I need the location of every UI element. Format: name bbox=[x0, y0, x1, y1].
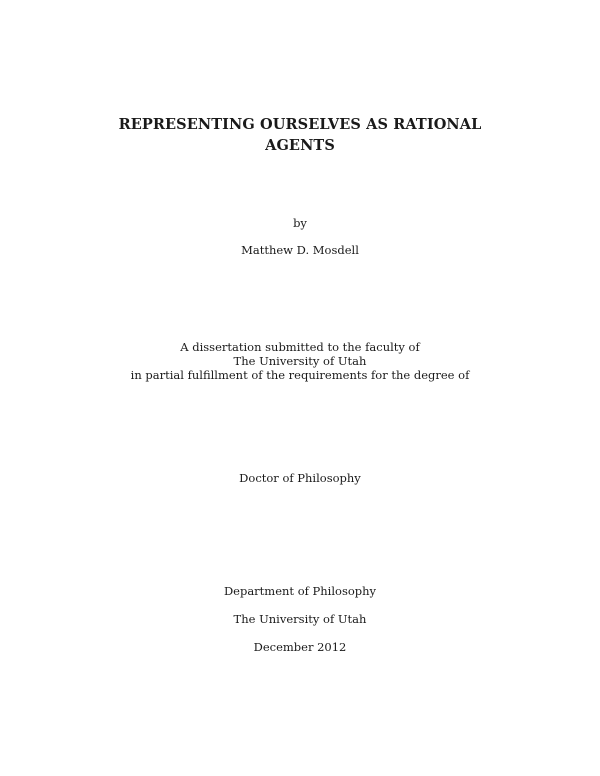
submission-line-3: in partial fulfillment of the requirements for the degree of bbox=[130, 368, 470, 382]
submission-date: December 2012 bbox=[253, 640, 347, 654]
submission-line-1: A dissertation submitted to the faculty of bbox=[180, 340, 420, 354]
author-name: Matthew D. Mosdell bbox=[241, 243, 359, 257]
degree-name: Doctor of Philosophy bbox=[239, 471, 361, 485]
title-line-1: REPRESENTING OURSELVES AS RATIONAL bbox=[118, 116, 482, 133]
university-name: The University of Utah bbox=[233, 612, 367, 626]
title-line-2: AGENTS bbox=[265, 137, 335, 154]
submission-line-2: The University of Utah bbox=[233, 354, 367, 368]
department-name: Department of Philosophy bbox=[223, 584, 377, 598]
by-label: by bbox=[293, 216, 307, 230]
